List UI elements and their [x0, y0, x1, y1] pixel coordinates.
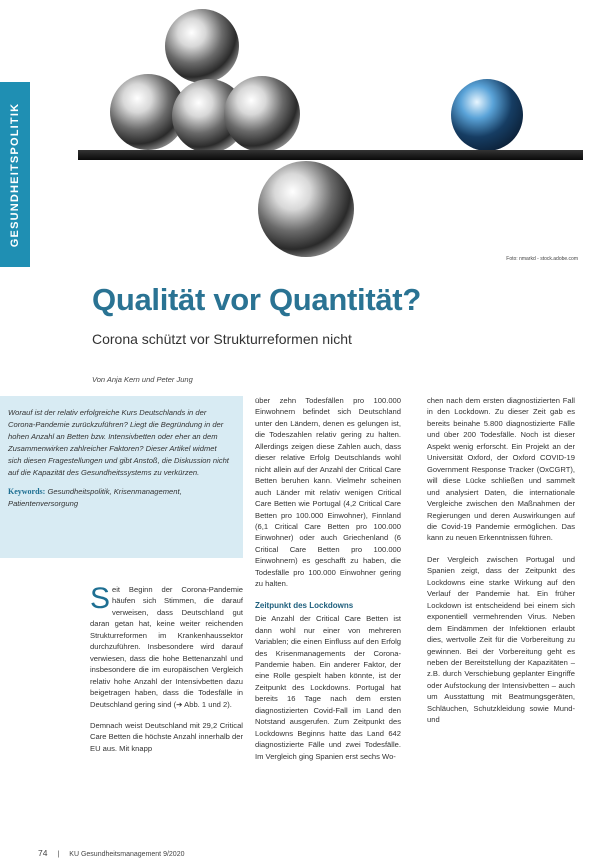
hero-image-spheres-on-seesaw [70, 8, 590, 263]
keywords-list: Gesundheitspolitik, Krisenmanagement, Patientenversorgung [8, 487, 182, 508]
sphere-top [165, 9, 239, 83]
keywords-label: Keywords: [8, 487, 46, 496]
paragraph-text: eit Beginn der Corona-Pandemie häufen sich Stimmen, die darauf verweisen, dass Deutschland gut daran getan hat, keine weiter reichenden Strukturreformen im Krankenhaussektor durchzuführen. Insbesondere wird darauf verwiesen, dass die hohe Bettenanzahl und insbesondere die im europäischen Vergleich relativ hohe Anzahl der Intensivbetten dazu beigetragen haben, dass die Todesfälle in Deutschland gering sind (➔ Abb. 1 und 2). [90, 585, 243, 709]
paragraph: Der Vergleich zwischen Portugal und Spanien zeigt, dass der Zeitpunkt des Lockdowns eine starke Wirkung auf den Verlauf der Pandemie hat. Ein früher Lockdown ist entscheidend bei einem sich exponentiell vermehrenden Virus. Neben dem Eindämmen der Infektionen erlaubt dies, wertvolle Zeit für die Vorbereitung zu gewinnen. Bei der Vorbereitung geht es neben der Bereitstellung der Kapazitäten – z.B. durch Verschiebung geplanter Eingriffe oder Aufstockung der Intensivbetten – auch um Ausstattung mit Beatmungsgeräten, Schläuchen, Schutzkleidung sowie Mund- und [427, 554, 575, 725]
page-footer: 74 | KU Gesundheitsmanagement 9/2020 [38, 848, 185, 858]
body-column-3 [427, 395, 575, 736]
section-tab [0, 82, 30, 267]
paragraph: Die Anzahl der Critical Care Betten ist dann wohl nur einer von mehreren Variablen; die einen Einfluss auf den Erfolg des Krisenmanagements der Corona-Pandemie haben. Ein anderer Faktor, der eine Rolle gespielt haben könnte, ist der Zeitpunkt des Lockdowns. Portugal hat bereits 16 Tage nach dem ersten diagnostizierten Covid-Fall im Land den Notstand ausgerufen. Zum Zeitpunkt des Lockdowns Beginns hatte das Land 642 diagnostizierte Fälle und zwei Todesfälle. Im Vergleich ging Spanien erst sechs Wo- [255, 614, 401, 761]
body-column-2 [255, 395, 401, 772]
seesaw-plank [78, 150, 583, 160]
sphere-fulcrum [258, 161, 354, 257]
section-heading: Zeitpunkt des Lockdowns [255, 600, 354, 610]
abstract-box [0, 396, 243, 558]
sphere-right [224, 76, 300, 152]
article-subtitle: Corona schützt vor Strukturreformen nicht [92, 331, 352, 347]
page-number: 74 [38, 848, 48, 858]
paragraph [90, 584, 243, 710]
article-title: Qualität vor Quantität? [92, 282, 421, 317]
section-label: GESUNDHEITSPOLITIK [9, 102, 21, 247]
journal-name: KU Gesundheitsmanagement 9/2020 [69, 851, 185, 858]
image-credit: Foto: nmarkd - stock.adobe.com [506, 256, 578, 262]
keywords [8, 486, 229, 510]
dropcap: S [90, 582, 111, 615]
sphere-blue [451, 79, 523, 151]
paragraph: Demnach weist Deutschland mit 29,2 Critical Care Betten die höchste Anzahl innerhalb der EU aus. Mit knapp [90, 720, 243, 753]
paragraph: chen nach dem ersten diagnostizierten Fall in den Lockdown. Zu dieser Zeit gab es bereits beinahe 5.800 diagnostizierte Fälle und über 200 Todesfälle. Noch ist dieser Aspekt wenig erforscht. Ein Projekt an der Universität Oxford, der Oxford COVID-19 Government Response Tracker (OxCGRT), will diese Lücke schließen und sammelt und analysiert Daten, die internationale Vergleiche zwischen den Maßnahmen der Regierungen und deren Auswirkungen auf die Covid-19 Pandemie ermöglichen. Das kann zu neuen Erkenntnissen führen. [427, 396, 575, 543]
abstract-text: Worauf ist der relativ erfolgreiche Kurs Deutschlands in der Corona-Pandemie zurückzuführen? Liegt die Begründung in der hohen Anzahl an Betten bzw. Intensivbetten oder eher an dem Zusammenwirken zahlreicher Faktoren? Dieser Artikel widmet sich diesen Fragestellungen und gibt Anstoß, die Diskussion nicht auf die Kapazität des Gesundheitssystems zu verkürzen. [8, 408, 229, 477]
body-column-1 [90, 584, 243, 764]
article-authors: Von Anja Kern und Peter Jung [92, 375, 193, 384]
paragraph: über zehn Todesfällen pro 100.000 Einwohnern befindet sich Deutschland unter den Ländern, denen es gelungen ist, die Todeszahlen relativ gering zu halten. Allerdings zeigen diese Zahlen auch, dass dieser relative Erfolg Deutschlands wohl nicht allein auf der Anzahl der Critical Care Betten beruhen kann. Vielmehr scheinen auch Länder mit relativ wenigen Critical Care Betten wie Portugal (4,2 Critical Care Betten pro 100.000 Einwohner), Finnland (6,1 Critical Care Betten pro 100.000 Einwohner) oder auch Griechenland (6 Critical Care Betten pro 100.000 Einwohnern) es geschafft zu haben, die Todesfälle pro 100.000 Einwohner gering zu halten. [255, 396, 401, 589]
